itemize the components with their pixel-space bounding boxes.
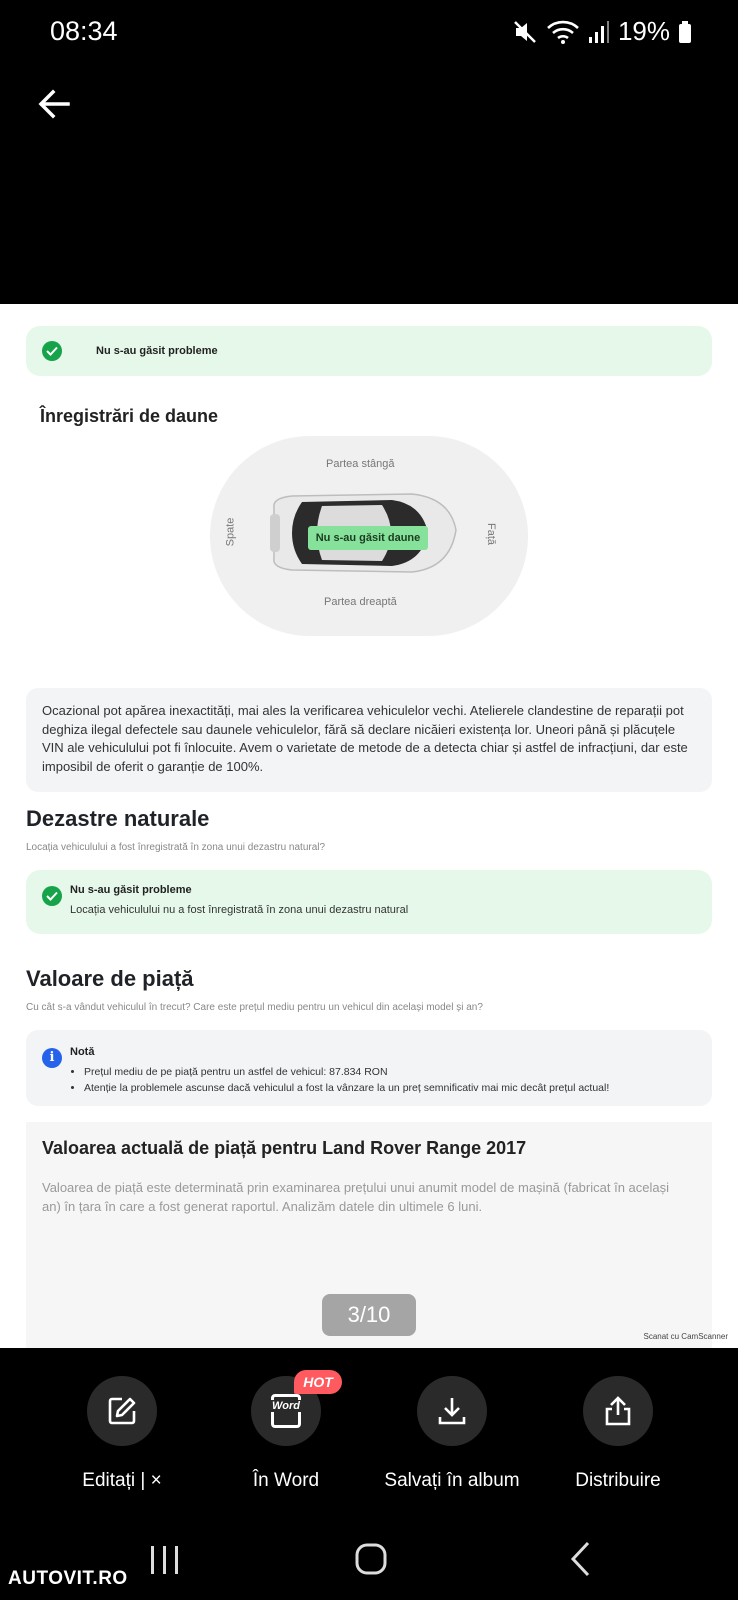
natural-disasters-banner xyxy=(26,870,712,934)
no-problems-banner xyxy=(26,326,712,376)
share-button[interactable] xyxy=(538,1376,698,1492)
camscanner-label: Scanat cu CamScanner xyxy=(643,1332,728,1341)
note-list xyxy=(70,1064,609,1096)
note-item: • Atenție la problemele ascunse dacă vehiculul a fost la vânzare la un preț semnificativ mai mic decât prețul actual! xyxy=(84,1080,609,1096)
damage-records-title: Înregistrări de daune xyxy=(40,406,219,426)
label-left-side: Partea stângă xyxy=(326,458,395,470)
word-icon-text: Word xyxy=(264,1400,308,1412)
wifi-icon xyxy=(546,19,580,45)
word-label: În Word xyxy=(252,1470,320,1491)
note-item: • Prețul mediu de pe piață pentru un astfel de vehicul: 87.834 RON xyxy=(84,1064,609,1080)
page-indicator: 3/10 xyxy=(322,1294,416,1336)
back-arrow-icon[interactable] xyxy=(34,84,74,124)
label-right-side: Partea dreaptă xyxy=(324,596,397,608)
check-circle-icon xyxy=(42,341,62,361)
banner-title: Nu s-au găsit probleme xyxy=(70,884,192,896)
download-icon xyxy=(417,1376,487,1446)
status-icons xyxy=(512,16,692,47)
check-circle-icon xyxy=(42,886,62,906)
save-label: Salvați în album xyxy=(384,1470,520,1491)
market-card-description: Valoarea de piață este determinată prin examinarea prețului unui anumit model de mașină (fabricat în același an) în țara în care a fost generat raportul. Analizăm datele din ultimele 6 luni. xyxy=(42,1180,670,1214)
disclaimer-box xyxy=(26,688,712,792)
bottom-toolbar xyxy=(0,1348,738,1508)
save-to-album-button[interactable] xyxy=(372,1376,532,1492)
word-button[interactable] xyxy=(206,1376,366,1492)
mute-icon xyxy=(512,19,538,45)
market-value-title: Valoare de piață xyxy=(26,966,194,991)
nav-back-icon[interactable] xyxy=(568,1540,592,1578)
market-value-subtitle: Cu cât s-a vândut vehiculul în trecut? Care este prețul mediu pentru un vehicul din același model și an? xyxy=(26,1002,483,1013)
natural-disasters-title: Dezastre naturale xyxy=(26,806,210,831)
edit-icon xyxy=(87,1376,157,1446)
label-rear: Spate xyxy=(224,517,237,547)
hot-badge: HOT xyxy=(294,1370,342,1394)
signal-icon xyxy=(588,20,610,44)
note-title: Notă xyxy=(70,1046,95,1058)
banner-subtitle: Locația vehiculului nu a fost înregistrată în zona unui dezastru natural xyxy=(70,904,409,916)
disclaimer-text: Ocazional pot apărea inexactități, mai ales la verificarea vehiculelor vechi. Atelierele clandestine de reparații pot deghiza ilegal defectele sau daunele vehiculelor, fără să declare nicăieri existența lor. Uneori până și plăcuțele VIN ale vehiculului pot fi înlocuite. Avem o varietate de metode de a detecta chiar și astfel de infracțiuni, dar este imposibil de oferit o garanție de 100%. xyxy=(42,703,688,774)
home-icon[interactable] xyxy=(354,1542,388,1576)
status-time: 08:34 xyxy=(50,16,118,46)
note-box xyxy=(26,1030,712,1106)
watermark-logo: AUTOVIT.RO xyxy=(8,1568,128,1589)
banner-text: Nu s-au găsit probleme xyxy=(96,345,218,357)
info-icon: i xyxy=(42,1048,62,1068)
share-label: Distribuire xyxy=(575,1470,661,1491)
battery-icon xyxy=(678,20,692,44)
natural-disasters-subtitle: Locația vehiculului a fost înregistrată în zona unui dezastru natural? xyxy=(26,842,326,853)
battery-percent: 19% xyxy=(617,16,670,46)
document-page[interactable] xyxy=(0,304,738,1348)
recents-icon[interactable] xyxy=(148,1544,182,1576)
no-damage-badge: Nu s-au găsit daune xyxy=(308,526,428,550)
share-icon xyxy=(583,1376,653,1446)
label-front: Față xyxy=(485,522,498,546)
status-bar xyxy=(0,0,738,64)
edit-label: Editați | × xyxy=(82,1470,162,1491)
market-card-title: Valoarea actuală de piață pentru Land Rover Range 2017 xyxy=(42,1138,527,1158)
edit-button[interactable] xyxy=(42,1376,202,1492)
